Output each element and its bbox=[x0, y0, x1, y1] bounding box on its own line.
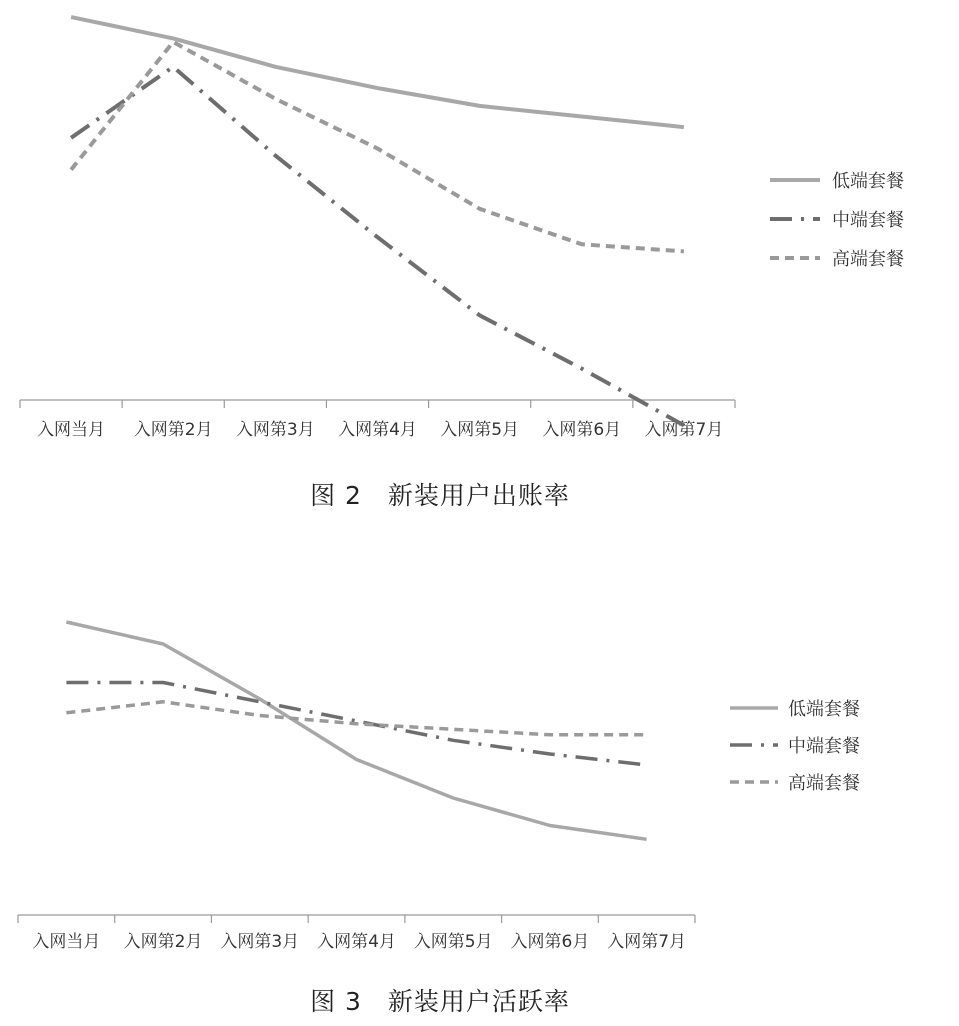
data-point bbox=[355, 722, 359, 726]
chart-1-caption: 图 2 新装用户出账率 bbox=[310, 481, 570, 510]
x-tick-label: 入网第4月 bbox=[317, 932, 396, 952]
data-point bbox=[64, 620, 68, 624]
x-tick-label: 入网第2月 bbox=[133, 420, 213, 440]
data-point bbox=[645, 837, 649, 841]
data-point bbox=[161, 700, 165, 704]
data-point bbox=[645, 733, 649, 737]
data-point bbox=[258, 700, 262, 704]
data-point bbox=[376, 146, 380, 150]
legend-label: 高端套餐 bbox=[788, 773, 860, 794]
x-tick-label: 入网第3月 bbox=[235, 420, 315, 440]
data-point bbox=[580, 367, 584, 371]
data-point bbox=[161, 681, 165, 685]
data-point bbox=[451, 727, 455, 731]
x-tick-label: 入网第3月 bbox=[220, 932, 300, 952]
data-point bbox=[376, 235, 380, 239]
x-tick-label: 入网当月 bbox=[37, 420, 106, 440]
x-tick-label: 入网第7月 bbox=[644, 420, 724, 440]
legend-label: 高端套餐 bbox=[832, 249, 904, 270]
data-point bbox=[580, 115, 584, 119]
data-point bbox=[64, 681, 68, 685]
series-line-1 bbox=[66, 622, 646, 839]
legend-label: 中端套餐 bbox=[832, 210, 904, 231]
data-point bbox=[682, 125, 686, 129]
legend-label: 低端套餐 bbox=[832, 171, 904, 192]
data-point bbox=[580, 242, 584, 246]
data-point bbox=[69, 15, 73, 19]
data-point bbox=[548, 824, 552, 828]
x-tick-label: 入网第6月 bbox=[542, 420, 622, 440]
chart-1-svg bbox=[0, 0, 959, 470]
series-line-3 bbox=[66, 702, 646, 735]
data-point bbox=[355, 758, 359, 762]
data-point bbox=[273, 97, 277, 101]
data-point bbox=[478, 207, 482, 211]
data-point bbox=[682, 249, 686, 253]
data-point bbox=[548, 733, 552, 737]
x-tick-label: 入网第5月 bbox=[413, 932, 493, 952]
series-line-1 bbox=[71, 17, 684, 127]
x-tick-label: 入网第6月 bbox=[510, 932, 590, 952]
data-point bbox=[451, 796, 455, 800]
x-tick-label: 入网第5月 bbox=[440, 420, 520, 440]
data-point bbox=[273, 154, 277, 158]
data-point bbox=[682, 423, 686, 427]
data-point bbox=[171, 40, 175, 44]
data-point bbox=[258, 714, 262, 718]
data-point bbox=[64, 711, 68, 715]
data-point bbox=[69, 136, 73, 140]
data-point bbox=[273, 65, 277, 69]
chart-2-svg bbox=[0, 530, 959, 980]
data-point bbox=[645, 763, 649, 767]
data-point bbox=[478, 104, 482, 108]
data-point bbox=[171, 65, 175, 69]
x-tick-label: 入网第4月 bbox=[338, 420, 417, 440]
chart-panel-2 bbox=[0, 530, 959, 1026]
data-point bbox=[548, 752, 552, 756]
data-point bbox=[478, 313, 482, 317]
x-tick-label: 入网第2月 bbox=[123, 932, 203, 952]
data-point bbox=[451, 738, 455, 742]
data-point bbox=[171, 36, 175, 40]
data-point bbox=[376, 86, 380, 90]
legend-label: 中端套餐 bbox=[788, 736, 860, 757]
data-point bbox=[161, 642, 165, 646]
x-tick-label: 入网当月 bbox=[32, 932, 101, 952]
data-point bbox=[69, 168, 73, 172]
x-tick-label: 入网第7月 bbox=[607, 932, 687, 952]
chart-2-caption: 图 3 新装用户活跃率 bbox=[310, 987, 570, 1016]
legend-label: 低端套餐 bbox=[788, 699, 860, 720]
